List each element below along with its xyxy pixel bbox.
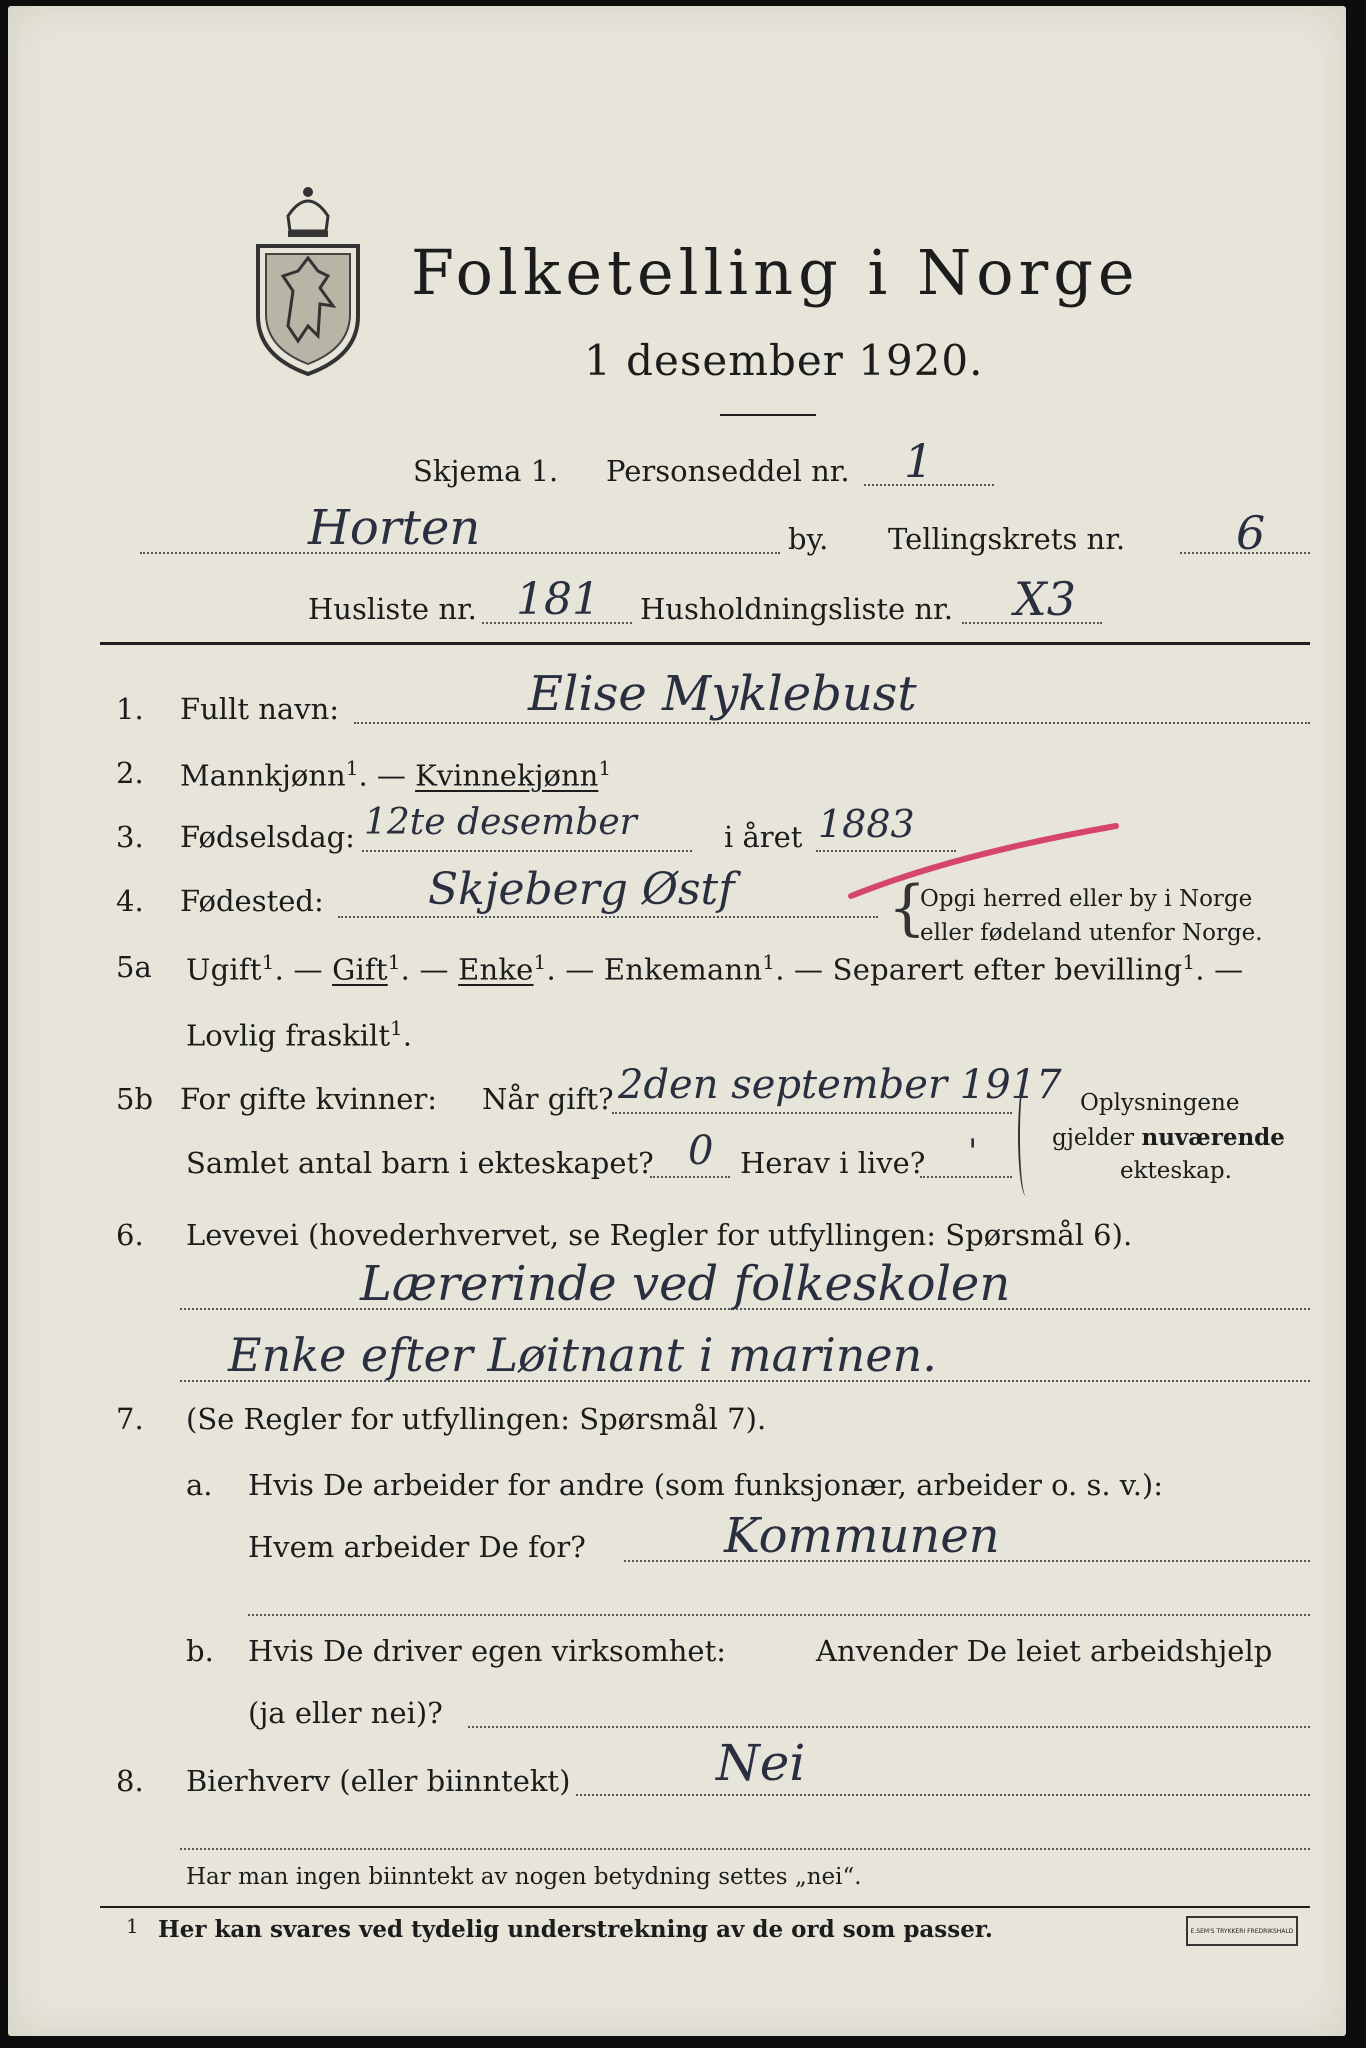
norwegian-coat-of-arms-icon [248,176,368,376]
q3-birthday-value[interactable]: 12te desember [364,802,637,843]
q8-dotline [576,1794,1310,1796]
footnote-ref: 1 [1182,950,1196,974]
q5a-lovlig-fraskilt[interactable]: Lovlig fraskilt [186,1018,390,1053]
q1-number: 1. [116,692,144,726]
tellingskrets-value[interactable]: 6 [1236,506,1266,560]
q5b-note-line3: ekteskap. [1120,1158,1232,1184]
census-form-paper [8,6,1346,2036]
q4-dotline [338,916,878,918]
q1-dotline [354,722,1310,724]
q6-occupation-value-2[interactable]: Enke efter Løitnant i marinen. [228,1328,937,1382]
q5b-herav-label: Herav i live? [740,1146,926,1180]
q5b-note-nuvaerende: nuværende [1141,1124,1285,1151]
header-divider [100,642,1310,645]
q5b-samlet-dotline [650,1176,730,1178]
by-label: by. [788,522,829,556]
q5b-bracket [1018,1076,1034,1196]
q3-number: 3. [116,820,144,854]
q5b-note-gjelder: gjelder [1052,1125,1135,1151]
q5a-number: 5a [116,950,152,984]
q7b-letter: b. [186,1634,214,1668]
footnote-ref: 1 [345,756,359,780]
q7a-employer-value[interactable]: Kommunen [724,1508,1000,1564]
q8-label: Bierhverv (eller biinntekt) [186,1764,571,1798]
q5b-note-line1: Oplysningene [1080,1090,1240,1116]
q2-mannkjonn[interactable]: Mannkjønn [180,758,346,793]
q7a-dotline-extra [248,1614,1310,1616]
q7b-text-2: Anvender De leiet arbeidshjelp [816,1634,1273,1668]
husholdning-label: Husholdningsliste nr. [640,592,953,626]
q1-label: Fullt navn: [180,692,340,726]
by-value[interactable]: Horten [308,500,481,556]
q5b-alive-value[interactable]: ' [968,1132,978,1172]
q6-number: 6. [116,1218,144,1252]
footnote-ref: 1 [389,1016,403,1040]
husliste-value[interactable]: 181 [516,574,600,625]
q5b-label: For gifte kvinner: [180,1082,438,1116]
q2-sex-line [180,756,611,793]
q5b-children-value[interactable]: 0 [688,1128,714,1174]
q7b-dotline [468,1726,1310,1728]
q5a-lovlig-line: Lovlig fraskilt$^1$. [186,1016,412,1053]
q8-number: 8. [116,1764,144,1798]
q3-year-value[interactable]: 1883 [818,802,915,846]
q8-dotline-extra [180,1848,1310,1850]
q7a-text: Hvis De arbeider for andre (som funksjonær, arbeider o. s. v.): [248,1468,1164,1502]
q1-full-name-value[interactable]: Elise Myklebust [528,666,917,722]
q3-aret-label: i året [724,820,803,854]
q3-label: Fødselsdag: [180,820,355,854]
footnote-ref: 1 [533,950,547,974]
q5b-note-line2 [1052,1124,1285,1151]
footnote-ref: 1 [261,950,275,974]
q4-brace: { [888,873,927,943]
q6-label: Levevei (hovederhvervet, se Regler for utfyllingen: Spørsmål 6). [186,1218,1133,1252]
footnote-ref: 1 [762,950,776,974]
q2-separator: . — [358,758,416,793]
footnote-marker: 1 [126,1914,139,1938]
personseddel-label: Personseddel nr. [606,454,850,488]
q6-occupation-value-1[interactable]: Lærerinde ved folkeskolen [360,1256,1011,1312]
q5b-marriage-date-value[interactable]: 2den september 1917 [618,1062,1062,1108]
footer-divider [100,1906,1310,1908]
note-nei: Har man ingen biinntekt av nogen betydning settes „nei“. [186,1864,862,1890]
q5b-number: 5b [116,1082,154,1116]
q5a-separert[interactable]: Separert efter bevilling [832,952,1183,987]
q5a-gift-struck[interactable]: Gift [332,952,388,987]
footnote-ref: 1 [598,756,612,780]
q7a-hvem-label: Hvem arbeider De for? [248,1530,586,1564]
q4-label: Fødested: [180,884,324,918]
q2-kvinnekjonn-underlined[interactable]: Kvinnekjønn [415,758,599,793]
q2-number: 2. [116,756,144,790]
husliste-label: Husliste nr. [308,592,477,626]
q4-number: 4. [116,884,144,918]
q7-number: 7. [116,1402,144,1436]
q5a-enkemann[interactable]: Enkemann [603,952,763,987]
title-divider [720,414,816,416]
skjema-label: Skjema 1. [413,454,559,488]
q5a-ugift[interactable]: Ugift [186,952,262,987]
q7a-letter: a. [186,1468,213,1502]
printer-stamp: E.SEM'S TRYKKERI FREDRIKSHALD [1186,1916,1298,1946]
footnote-ref: 1 [387,950,401,974]
form-title: Folketelling i Norge [411,236,1140,309]
q3-dotline [362,850,692,852]
q7b-ja-label: (ja eller nei)? [248,1696,443,1730]
q4-birthplace-value[interactable]: Skjeberg Østf [428,864,735,915]
footnote-text: Her kan svares ved tydelig understrekning av de ord som passer. [158,1916,993,1943]
tellingskrets-label: Tellingskrets nr. [888,522,1126,556]
q5b-samlet-label: Samlet antal barn i ekteskapet? [186,1146,654,1180]
census-date: 1 desember 1920. [584,336,984,385]
q8-side-income-value[interactable]: Nei [716,1734,806,1792]
q5a-status-line: Ugift$^1$. — Gift$^1$. — Enke$^1$. — Enkemann$^1$. — Separert efter bevilling$^1$. — [186,950,1244,987]
q5b-naar-label: Når gift? [482,1082,614,1116]
q4-note-line2: eller fødeland utenfor Norge. [920,920,1263,946]
q7b-text-1: Hvis De driver egen virksomhet: [248,1634,726,1668]
husholdning-value[interactable]: X3 [1014,572,1077,626]
q4-note-line1: Opgi herred eller by i Norge [920,886,1253,912]
q5a-enke-underlined[interactable]: Enke [458,952,534,987]
q7-label: (Se Regler for utfyllingen: Spørsmål 7). [186,1402,767,1436]
personseddel-value[interactable]: 1 [904,434,934,488]
q5b-herav-dotline [920,1176,1012,1178]
q5b-naar-dotline [612,1112,1012,1114]
